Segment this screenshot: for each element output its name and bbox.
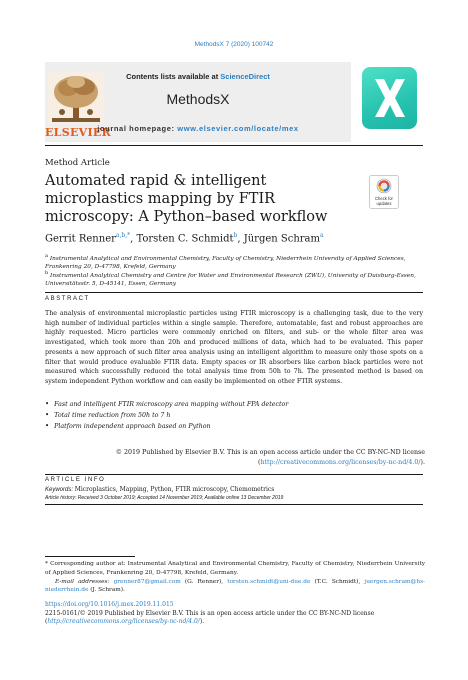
journal-citation-link[interactable]: MethodsX 7 (2020) 100742 (194, 41, 274, 48)
author-affil-sup[interactable]: b (233, 232, 238, 239)
homepage-link[interactable]: www.elsevier.com/locate/mex (177, 124, 299, 133)
corresponding-author-text: * Corresponding author at: Instrumental Analytical and Environmental Chemistry, Faculty of Chemistry, Niederrhein University of Applied Sciences, Frankenring 20, D-47798, Krefeld, Germany. (45, 561, 425, 576)
author-name[interactable]: Gerrit Renner (45, 233, 116, 245)
article-info-bottom-rule (45, 504, 423, 505)
copyright-license-link[interactable]: http://creativecommons.org/licenses/by-nc-nd/4.0/ (47, 618, 200, 626)
history-label: Article history: (45, 495, 78, 501)
crossmark-line1: Check for (375, 196, 393, 201)
email-owner: (T.C. Schmidt), (310, 578, 365, 585)
highlights-list (45, 399, 405, 432)
affiliation-b (45, 269, 425, 289)
copyright-line (45, 610, 425, 627)
email-owner: (G. Renner), (180, 578, 228, 585)
copyright-text: 2215-0161/© 2019 Published by Elsevier B.V. This is an open access article under the CC BY-NC-ND license ( (45, 609, 375, 626)
author-list (45, 232, 324, 244)
corresponding-author-footnote (45, 560, 425, 595)
keywords-line (45, 486, 425, 494)
x-mark-icon (362, 67, 417, 129)
methodsx-logo (362, 67, 417, 129)
affiliation-sup: a (45, 253, 48, 259)
affiliation-sup: b (45, 270, 49, 276)
article-info-heading: ARTICLE INFO (45, 477, 106, 483)
email-link[interactable]: torsten.schmidt@uni-due.de (227, 578, 311, 585)
doi-copyright-block (45, 601, 425, 627)
sciencedirect-link[interactable]: ScienceDirect (220, 72, 270, 81)
highlight-item: • Fast and intelligent FTIR microscopy area mapping without FPA detector (45, 399, 405, 410)
abstract-text: The analysis of environmental microplastic particles using FTIR microscopy is a challenging task, due to the very high number of individual particles within a single sample. Therefore, automatable, fast and robust approaches are highly requested. Micro particles were commonly enriched on filters, and sub- or the whole filter area was investigated, which took more than 20h and produced millions of data, which had to be evaluated. This paper presents a new approach of such filter area analysis using an intelligent algorithm to measure only those spots on a filter that would produce evaluable FTIR data. Empty spaces or IR absorbers like carbon black particles were not measured which successfully reduced the total analysis time from 50h to 7h. The presented method is based on system independent Python workflow and can easily be implemented on other FTIR systems. (45, 310, 423, 385)
copyright-close: ). (199, 618, 205, 626)
homepage-prefix: journal homepage: (97, 124, 178, 133)
journal-homepage-line (45, 124, 351, 133)
abstract-top-rule (45, 292, 423, 293)
contents-available-line (45, 72, 351, 81)
elsevier-wordmark: ELSEVIER (45, 126, 112, 139)
email-link[interactable]: juergen.schram@hs-niederrhein.de (45, 578, 425, 594)
author-name[interactable]: Torsten C. Schmidt (136, 233, 234, 245)
license-close: ). (420, 459, 425, 466)
check-for-updates-badge[interactable] (369, 175, 399, 209)
highlight-item: • Total time reduction from 50h to 7 h (45, 410, 405, 421)
affiliation-text: Instrumental Analytical Chemistry and Centre for Water and Environmental Research (ZWU), University of Duisburg-Essen, Universitätsstr. 5, D-45141, Essen, Germany (45, 272, 416, 288)
affiliation-text: Instrumental Analytical and Environmental Chemistry, Faculty of Chemistry, Niederrhein University of Applied Sciences, Frankenring 20, D-47798, Krefeld, Germany (45, 255, 406, 271)
article-history-line (45, 494, 425, 502)
history-value: Received 3 October 2019; Accepted 14 November 2019; Available online 13 December 2019 (77, 495, 284, 501)
contents-prefix: Contents lists available at (126, 72, 221, 81)
author-affil-sup[interactable]: a,b,* (115, 232, 131, 239)
author-affil-sup[interactable]: a (320, 232, 324, 239)
email-addresses (45, 578, 425, 596)
keywords-value: Microplastics, Mapping, Python, FTIR microscopy, Chemometrics (74, 486, 275, 493)
article-title: Automated rapid & intelligent microplastics mapping by FTIR microscopy: A Python–based workflow (45, 173, 328, 225)
journal-citation[interactable] (0, 41, 468, 48)
journal-title: MethodsX (166, 91, 230, 107)
license-link[interactable]: http://creativecommons.org/licenses/by-nc-nd/4.0/ (260, 459, 421, 466)
author-name[interactable]: Jürgen Schram (243, 233, 321, 245)
abstract-heading: ABSTRACT (45, 296, 90, 302)
article-info-block (45, 486, 425, 502)
license-statement (90, 448, 425, 468)
author-separator: , (130, 233, 137, 245)
header-rule (45, 145, 423, 146)
email-owner: (J. Schram). (88, 587, 125, 594)
email-link[interactable]: grenner87@gmail.com (113, 578, 181, 585)
crossmark-line2: updates (376, 201, 392, 206)
doi-link[interactable]: https://doi.org/10.1016/j.mex.2019.11.015 (45, 601, 174, 608)
author-separator: , (237, 233, 244, 245)
keywords-label: Keywords: (45, 487, 75, 493)
article-type: Method Article (45, 158, 110, 168)
article-info-top-rule (45, 474, 423, 475)
footnote-rule (45, 556, 135, 557)
highlight-item: • Platform independent approach based on Python (45, 421, 405, 432)
email-label: E-mail addresses: (55, 578, 114, 585)
license-text: © 2019 Published by Elsevier B.V. This is an open access article under the CC BY-NC-ND license ( (115, 449, 425, 466)
